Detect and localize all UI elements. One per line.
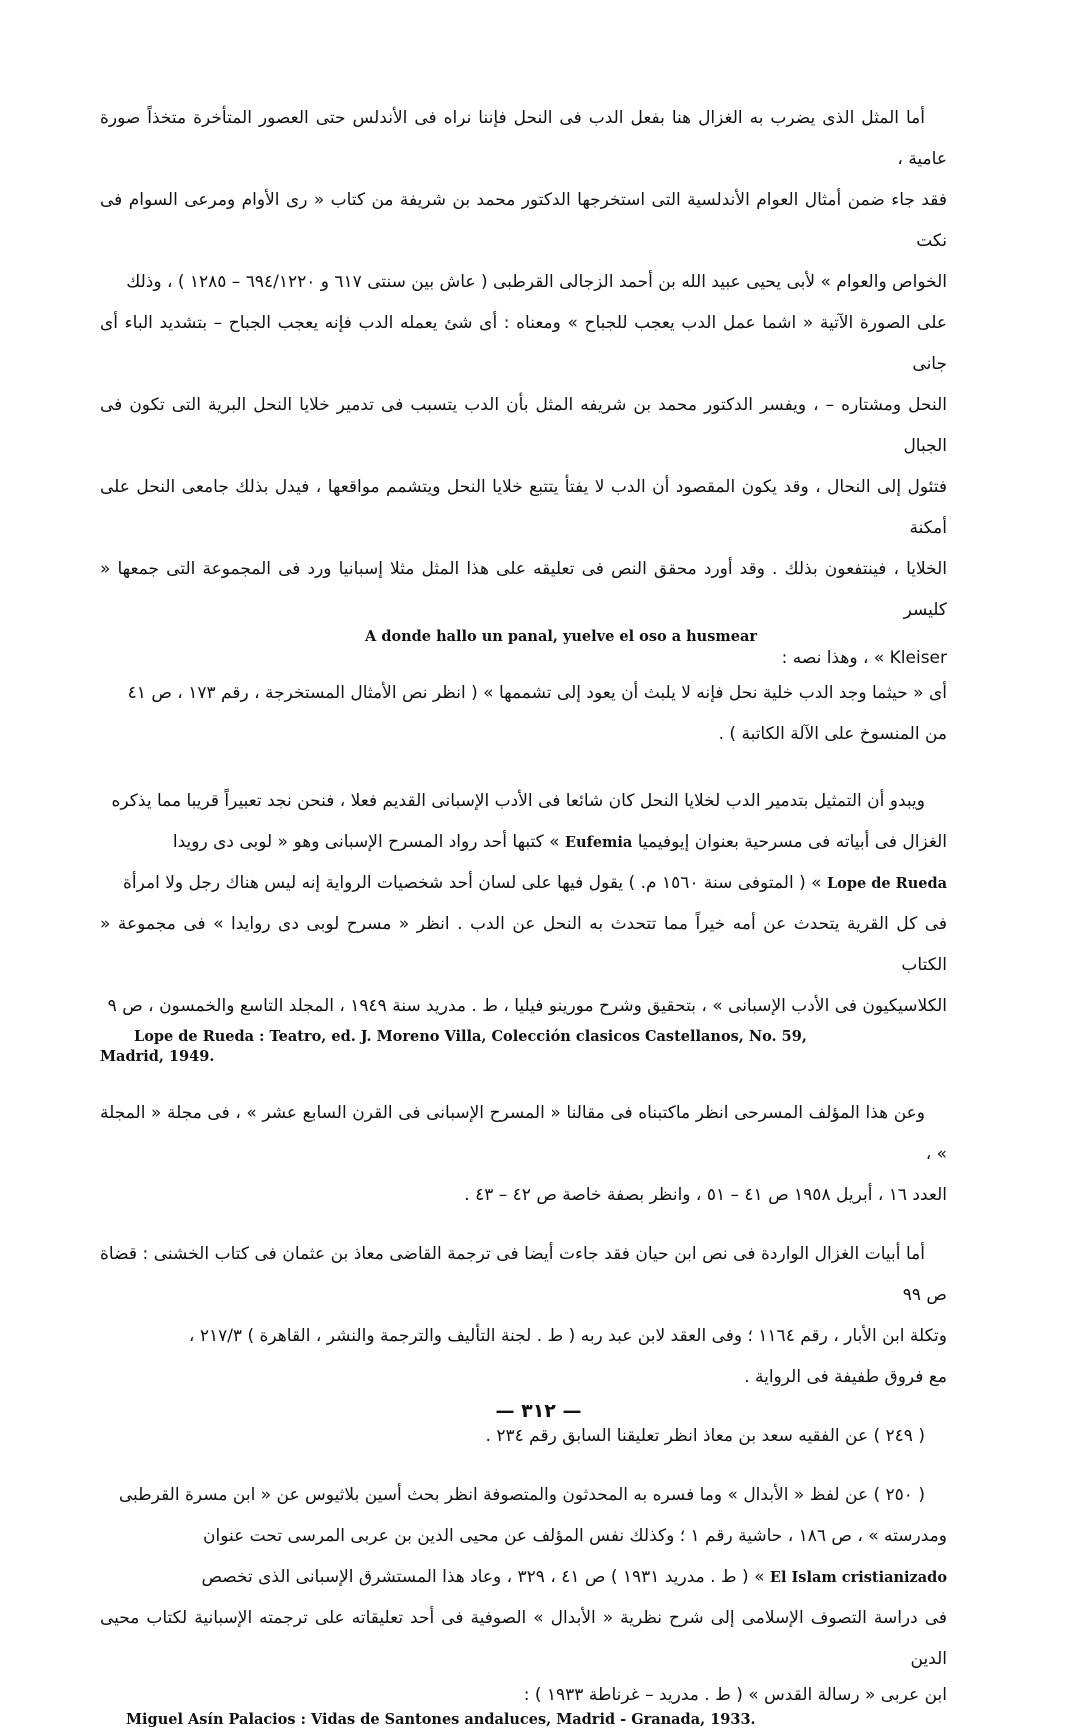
text-line: الخواص والعوام » لأبى يحيى عبيد الله بن أحمد الزجالى القرطبى ( عاش بين سنتى ٦١٧ و ٦٩٤/١٢٢٠ – ١٢٨٥ ) ، وذلك [126, 272, 947, 292]
text-line: ( ٢٤٩ ) عن الفقيه سعد بن معاذ انظر تعليقنا السابق رقم ٢٣٤ . [485, 1426, 925, 1446]
paragraph-verses [100, 1234, 947, 1398]
text-line: النحل ومشتاره – ، ويفسر الدكتور محمد بن شريفه المثل بأن الدب يتسبب فى تدمير خلايا النحل البرية التى تكون فى الجبال [100, 395, 947, 456]
text-line: ( ٢٥٠ ) عن لفظ « الأبدال » وما فسره به المحدثون والمتصوفة انظر بحث أسين بلاثيوس عن « ابن مسرة القرطبى [118, 1485, 925, 1505]
text-line: فتئول إلى النحال ، وقد يكون المقصود أن الدب لا يفتأ يتتبع خلايا النحل ويتشمم مواقعها ، فيدل بذلك جامعى النحل على أمكنة [100, 477, 947, 538]
text-line: Kleiser » ، وهذا نصه : [781, 648, 947, 668]
text-line: الكلاسيكيون فى الأدب الإسبانى » ، بتحقيق وشرح مورينو فيليا ، ط . مدريد سنة ١٩٤٩ ، المجلد التاسع والخمسون ، ص ٩ [107, 996, 947, 1016]
latin-term: El Islam cristianizado [769, 1569, 947, 1586]
latin-citation: Madrid, 1949. [100, 1048, 215, 1065]
text-line: ومدرسته » ، ص ١٨٦ ، حاشية رقم ١ ؛ وكذلك نفس المؤلف عن محيى الدين بن عربى المرسى تحت عنوان [202, 1526, 947, 1546]
spanish-proverb: A donde hallo un panal, yuelve el oso a husmear [365, 628, 757, 645]
paragraph-proverb [100, 98, 947, 755]
text-line: مع فروق طفيفة فى الرواية . [744, 1367, 947, 1387]
text-line [100, 822, 947, 863]
latin-citation: Miguel Asín Palacios : Vidas de Santones andaluces, Madrid - Granada, 1933. [126, 1711, 756, 1728]
text-line: ويبدو أن التمثيل بتدمير الدب لخلايا النحل كان شائعا فى الأدب الإسبانى القديم فعلا ، فنحن نجد تعبيراً قريبا مما يذكره [111, 791, 925, 811]
paragraph-theatre-article [100, 1093, 947, 1216]
paragraph-lope-de-rueda [100, 781, 947, 1067]
text-line: وعن هذا المؤلف المسرحى انظر ماكتبناه فى مقالنا « المسرح الإسبانى فى القرن السابع عشر » ، فى مجلة « المجلة » ، [100, 1103, 947, 1164]
page-number: — ٣١٢ — [495, 1400, 582, 1422]
latin-term: Lope de Rueda [826, 875, 947, 892]
note-250 [100, 1475, 947, 1730]
latin-citation: Lope de Rueda : Teatro, ed. J. Moreno Villa, Colección clasicos Castellanos, No. 59, [134, 1028, 807, 1045]
text-line: وتكلة ابن الأبار ، رقم ١١٦٤ ؛ وفى العقد لابن عبد ربه ( ط . لجنة التأليف والترجمة والنشر ، القاهرة ) ٢١٧/٣ ، [188, 1326, 947, 1346]
text-line: فقد جاء ضمن أمثال العوام الأندلسية التى استخرجها الدكتور محمد بن شريفة من كتاب « رى الأوام ومرعى السوام فى نكت [100, 190, 947, 251]
text-line: ابن عربى « رسالة القدس » ( ط . مدريد – غرناطة ١٩٣٣ ) : [523, 1685, 947, 1705]
text-line [100, 1557, 947, 1598]
text-line: فى دراسة التصوف الإسلامى إلى شرح نظرية « الأبدال » الصوفية فى أحد تعليقاته على ترجمته الإسبانية لكتاب محيى الدين [100, 1608, 947, 1669]
text-fragment: » ( ط . مدريد ١٩٣١ ) ص ٤١ ، ٣٢٩ ، وعاد هذا المستشرق الإسبانى الذى تخصص [201, 1567, 765, 1587]
text-line: الخلايا ، فينتفعون بذلك . وقد أورد محقق النص فى تعليقه على هذا المثل مثلا إسبانيا ورد فى المجموعة التى جمعها « كليسر [100, 559, 947, 620]
latin-term: Eufemia [565, 834, 633, 851]
note-249 [100, 1416, 947, 1457]
text-fragment: » كتبها أحد رواد المسرح الإسبانى وهو « لوبى دى رويدا [172, 832, 560, 852]
text-fragment: الغزال فى أبياته فى مسرحية بعنوان إيوفيميا [637, 832, 947, 852]
text-line: أما المثل الذى يضرب به الغزال هنا بفعل الدب فى النحل فإننا نراه فى الأندلس حتى العصور المتأخرة متخذاً صورة عامية ، [100, 108, 947, 169]
text-fragment: » ( المتوفى سنة ١٥٦٠ م. ) يقول فيها على لسان أحد شخصيات الرواية إنه ليس هناك رجل ولا امرأة [122, 873, 822, 893]
text-line: على الصورة الآتية « اشما عمل الدب يعجب للجباح » ومعناه : أى شئ يعمله الدب فإنه يعجب الجباح – بتشديد الباء أى جانى [100, 313, 947, 374]
text-line: أما أبيات الغزال الواردة فى نص ابن حيان فقد جاءت أيضا فى ترجمة القاضى معاذ بن عثمان فى كتاب الخشنى : قضاة ص ٩٩ [100, 1244, 947, 1305]
text-line [100, 863, 947, 904]
text-line: من المنسوخ على الآلة الكاتبة ) . [718, 724, 947, 744]
text-line: العدد ١٦ ، أبريل ١٩٥٨ ص ٤١ – ٥١ ، وانظر بصفة خاصة ص ٤٢ – ٤٣ . [464, 1185, 947, 1205]
text-line: أى « حيثما وجد الدب خلية نحل فإنه لا يلبث أن يعود إلى تشممها » ( انظر نص الأمثال المستخرجة ، رقم ١٧٣ ، ص ٤١ [127, 683, 947, 703]
text-line: فى كل القرية يتحدث عن أمه خيراً مما تتحدث به النحل عن الدب . انظر « مسرح لوبى دى روايدا » فى مجموعة « الكتاب [100, 914, 947, 975]
